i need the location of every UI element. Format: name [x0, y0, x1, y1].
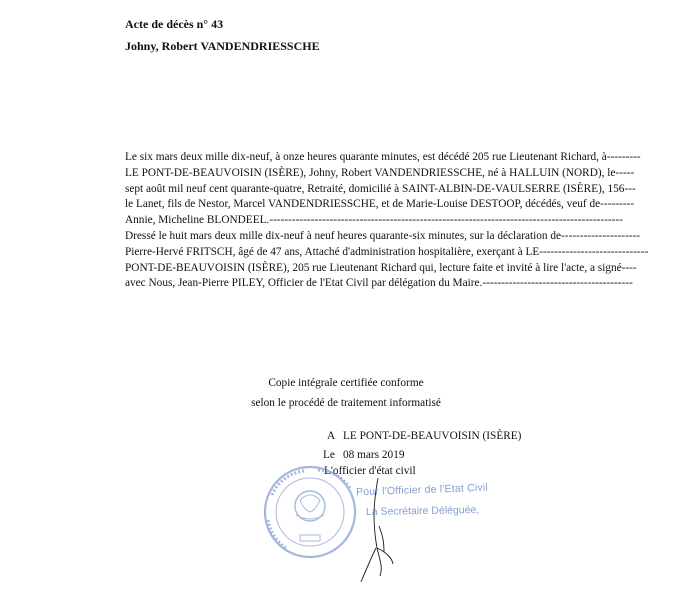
body-line: Pierre-Hervé FRITSCH, âgé de 47 ans, Attaché d'administration hospitalière, exerçant à LE----------------------------- [125, 245, 648, 258]
officer-title: L'officier d'état civil [324, 465, 416, 477]
date-prefix: Le [323, 449, 335, 461]
act-title: Acte de décès n° 43 [125, 17, 224, 31]
date-value: 08 mars 2019 [343, 449, 405, 461]
stamp-line-1: Pour l'Officier de l'Etat Civil [355, 481, 489, 499]
body-line: avec Nous, Jean-Pierre PILEY, Officier de l'Etat Civil par délégation du Maire.---------------------------------------- [125, 277, 633, 290]
certification-line-1: Copie intégrale certifiée conforme [268, 377, 424, 389]
body-line: Annie, Micheline BLONDEEL.---------------------------------------------------------------------------------------------- [125, 214, 623, 227]
body-line: Dressé le huit mars deux mille dix-neuf à neuf heures quarante-six minutes, sur la déclaration de--------------------- [125, 229, 641, 242]
body-line: Le six mars deux mille dix-neuf, à onze heures quarante minutes, est décédé 205 rue Lieutenant Richard, à--------- [125, 151, 641, 163]
body-line: sept août mil neuf cent quarante-quatre, Retraité, domicilié à SAINT-ALBIN-DE-VAULSERRE (ISÈRE), 156--- [125, 182, 636, 195]
place-prefix: A [327, 430, 336, 442]
round-seal-icon [265, 467, 355, 557]
act-body [125, 150, 648, 292]
stamp-line-2: La Secrétaire Déléguée, [365, 504, 480, 518]
body-line: le Lanet, fils de Nestor, Marcel VANDENDRIESSCHE, et de Marie-Louise DESTOOP, décédés, veuf de--------- [125, 198, 635, 211]
certification-line-2: selon le procédé de traitement informatisé [251, 397, 441, 409]
body-line: PONT-DE-BEAUVOISIN (ISÈRE), 205 rue Lieutenant Richard qui, lecture faite et invité à lire l'acte, a signé---- [125, 261, 637, 274]
deceased-name: Johny, Robert VANDENDRIESSCHE [125, 39, 320, 53]
place-value: LE PONT-DE-BEAUVOISIN (ISÈRE) [343, 430, 522, 442]
body-line: LE PONT-DE-BEAUVOISIN (ISÈRE), Johny, Robert VANDENDRIESSCHE, né à HALLUIN (NORD), le----- [125, 166, 635, 179]
